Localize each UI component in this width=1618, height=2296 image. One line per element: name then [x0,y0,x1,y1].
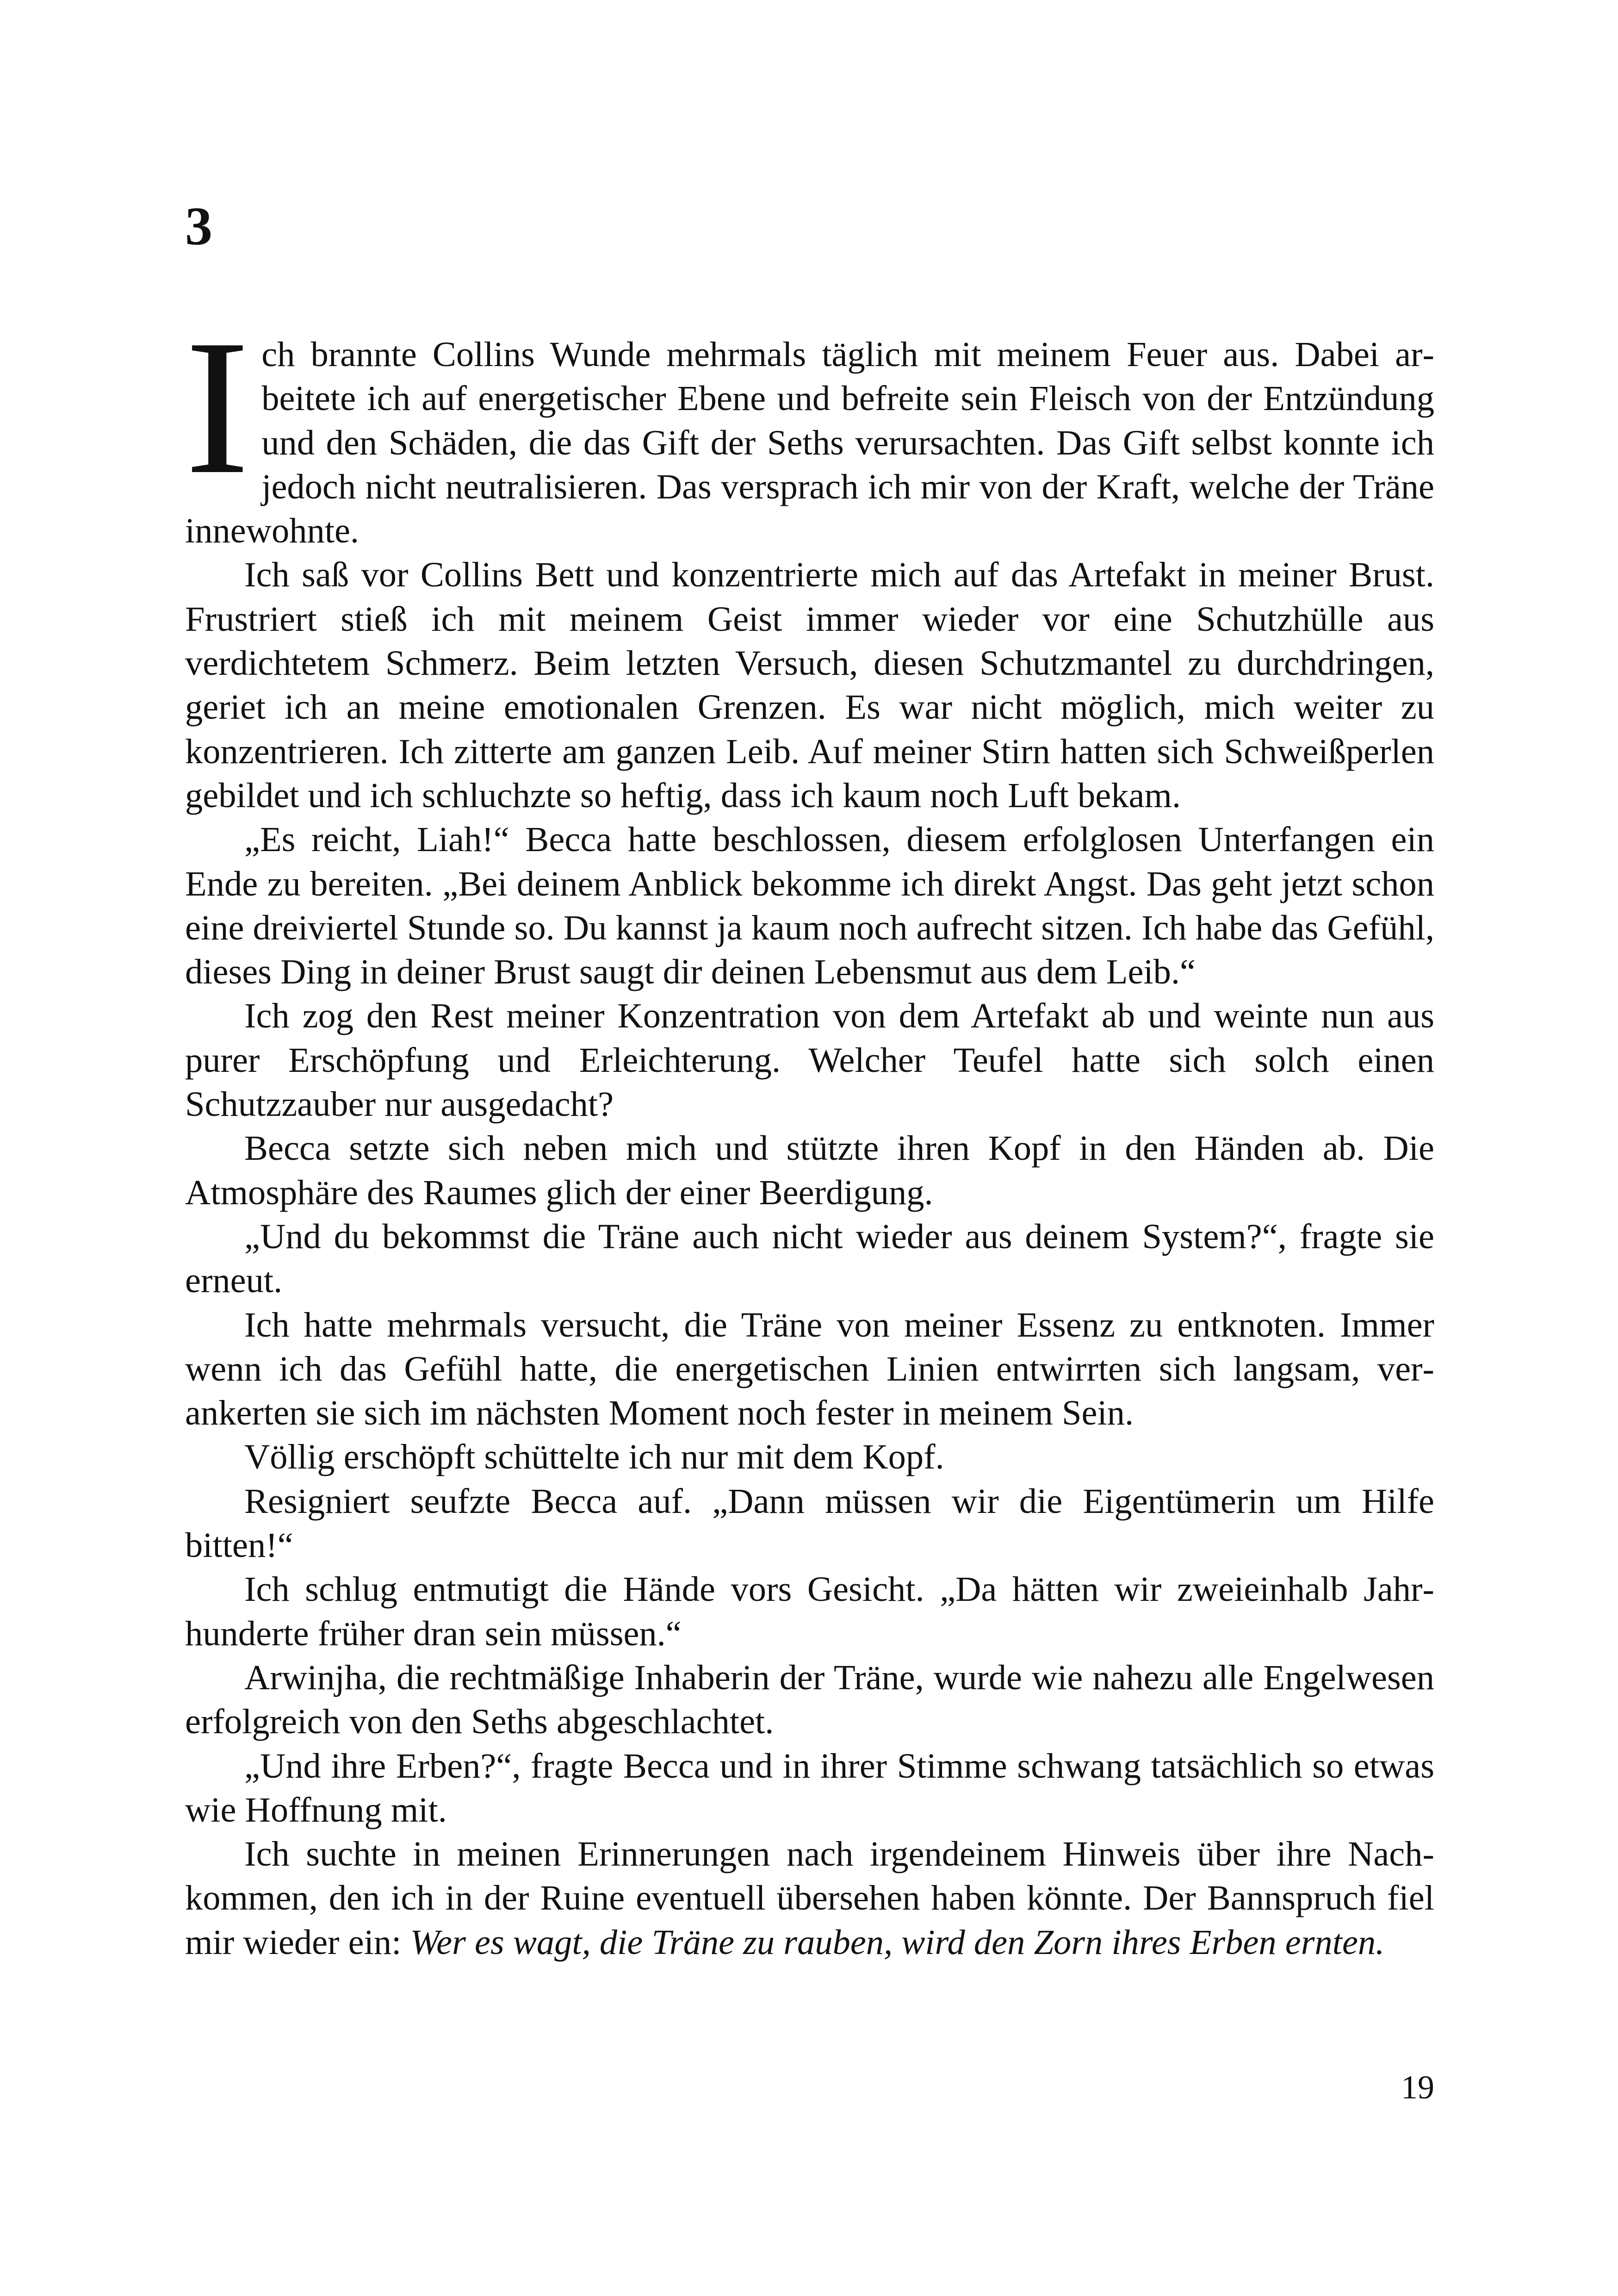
paragraph-5: Becca setzte sich neben mich und stützte ihren Kopf in den Händen ab. Die Atmosphäre des Raumes glich der einer Beerdigung. [185,1128,1434,1212]
paragraph-10: Ich schlug entmutigt die Hände vors Gesicht. „Da hätten wir zweieinhalb Jahrhunderte früher dran sein müssen.“ [185,1569,1434,1653]
paragraph-2: Ich saß vor Collins Bett und konzentrierte mich auf das Artefakt in meiner Brust. Frustriert stieß ich mit meinem Geist immer wieder vor eine Schutzhülle aus verdichtetem Schmerz. Beim letzten Versuch, diesen Schutzmantel zu durchdringen, geriet ich an meine emotionalen Grenzen. Es war nicht möglich, mich weiter zu konzentrieren. Ich zitterte am ganzen Leib. Auf meiner Stirn hatten sich Schweißperlen gebildet und ich schluchzte so heftig, dass ich kaum noch Luft bekam. [185,555,1434,815]
paragraph-13 [185,1832,1434,1964]
chapter-body [185,300,1434,1964]
spell-quote: Wer es wagt, die Träne zu rauben, wird den Zorn ihres Erben ernten. [410,1922,1385,1962]
paragraph-1 [185,300,1434,553]
paragraph-4: Ich zog den Rest meiner Konzentration von dem Artefakt ab und weinte nun aus purer Erschöpfung und Erleichterung. Welcher Teufel hatte sich solch einen Schutzzauber nur ausgedacht? [185,996,1434,1124]
paragraph-12: „Und ihre Erben?“, fragte Becca und in ihrer Stimme schwang tatsächlich so etwas wie Hoffnung mit. [185,1746,1434,1829]
paragraph-6: „Und du bekommst die Träne auch nicht wieder aus deinem System?“, fragte sie erneut. [185,1216,1434,1300]
paragraph-11: Arwinjha, die rechtmäßige Inhaberin der Träne, wurde wie nahezu alle Engelwesen erfolgreich von den Seths abgeschlachtet. [185,1657,1434,1742]
paragraph-text: Ich suchte in meinen Erinnerungen nach irgendeinem Hinweis über ihre Nachkommen, den ich in der Ruine eventuell übersehen haben könnte. Der Bannspruch fiel mir wieder ein: [185,1834,1434,1962]
drop-cap: I [185,300,250,514]
page-number: 19 [1401,2069,1434,2106]
chapter-number: 3 [185,196,212,256]
paragraph-3: „Es reicht, Liah!“ Becca hatte beschlossen, diesem erfolglosen Unterfangen ein Ende zu bereiten. „Bei deinem Anblick bekomme ich direkt Angst. Das geht jetzt schon eine dreiviertel Stunde so. Du kannst ja kaum noch aufrecht sitzen. Ich habe das Gefühl, dieses Ding in deiner Brust saugt dir deinen Lebensmut aus dem Leib.“ [185,820,1434,992]
paragraph-7: Ich hatte mehrmals versucht, die Träne von meiner Essenz zu entknoten. Immer wenn ich das Gefühl hatte, die energetischen Linien entwirrten sich langsam, verankerten sie sich im nächsten Moment noch fester in meinem Sein. [185,1305,1434,1433]
paragraph-9: Resigniert seufzte Becca auf. „Dann müssen wir die Eigentümerin um Hilfe bitten!“ [185,1481,1434,1565]
paragraph-8: Völlig erschöpft schüttelte ich nur mit dem Kopf. [244,1437,944,1477]
paragraph-text: ch brannte Collins Wunde mehrmals täglich mit meinem Feuer aus. Dabei arbeitete ich auf energetischer Ebene und befreite sein Fleisch von der Entzündung und den Schäden, die das Gift der Seths verursachten. Das Gift selbst konnte ich jedoch nicht neutralisieren. Das versprach ich mir von der Kraft, welche der Träne innewohnte. [185,335,1434,551]
